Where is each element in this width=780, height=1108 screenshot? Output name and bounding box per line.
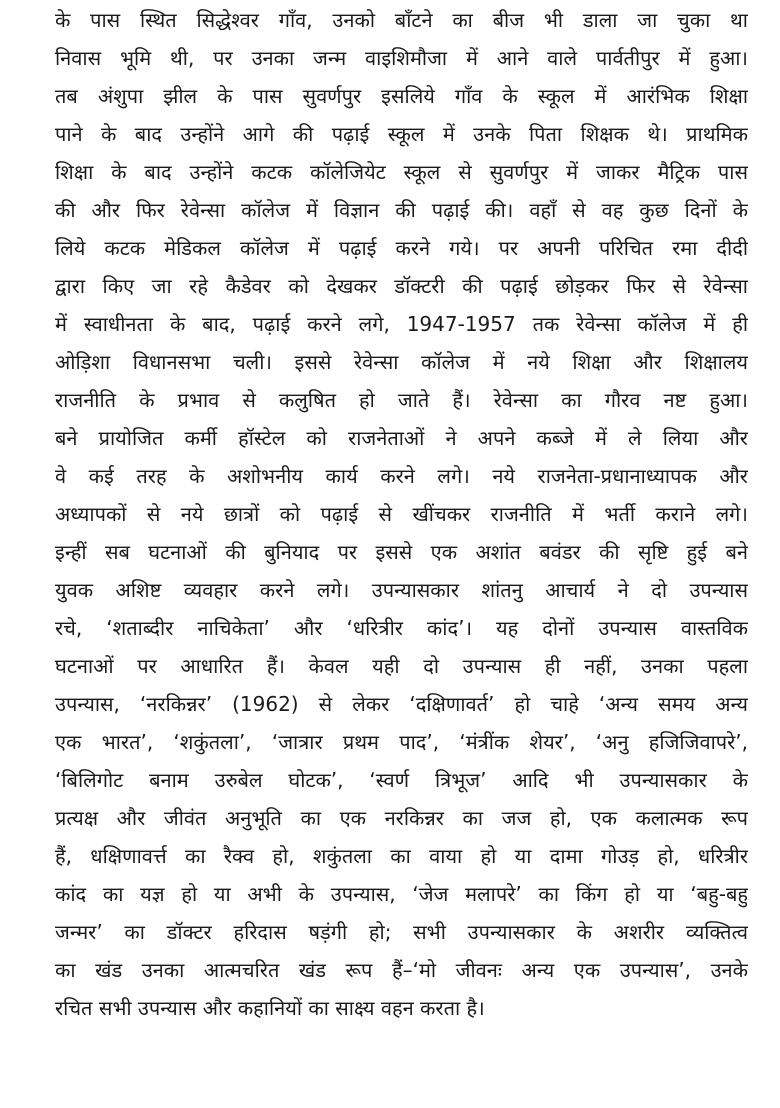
text-line: जन्मर’ का डॉक्टर हरिदास षड़ंगी हो; सभी उपन्यासकार के अशरीर व्यक्तित्व <box>55 920 748 944</box>
text-line: निवास भूमि थी, पर उनका जन्म वाइशिमौजा में आने वाले पार्वतीपुर में हुआ। <box>55 46 748 70</box>
text-line: पाने के बाद उन्होंने आगे की पढ़ाई स्कूल में उनके पिता शिक्षक थे। प्राथमिक <box>55 122 748 146</box>
text-line: तब अंशुपा झील के पास सुवर्णपुर इसलिये गाँव के स्कूल में आरंभिक शिक्षा <box>55 84 748 108</box>
text-line: में स्वाधीनता के बाद, पढ़ाई करने लगे, 1947-1957 तक रेवेन्सा कॉलेज में ही <box>55 312 748 336</box>
text-line: हैं, धक्षिणावर्त्त का रैक्व हो, शकुंतला का वाया हो या दामा गोउड़ हो, धरित्रीर <box>55 844 748 868</box>
text-line: बने प्रायोजित कर्मी हॉस्टेल को राजनेताओं ने अपने कब्जे में ले लिया और <box>55 426 748 450</box>
text-line: अध्यापकों से नये छात्रों को पढ़ाई से खींचकर राजनीति में भर्ती कराने लगे। <box>55 502 748 526</box>
text-line: उपन्यास, ‘नरकिन्नर’ (1962) से लेकर ‘दक्षिणावर्त’ हो चाहे ‘अन्य समय अन्य <box>55 692 748 716</box>
text-line: इन्हीं सब घटनाओं की बुनियाद पर इससे एक अशांत बवंडर की सृष्टि हुई बने <box>55 540 748 564</box>
text-line: प्रत्यक्ष और जीवंत अनुभूति का एक नरकिन्नर का जज हो, एक कलात्मक रूप <box>55 806 748 830</box>
text-line: युवक अशिष्ट व्यवहार करने लगे। उपन्यासकार शांतनु आचार्य ने दो उपन्यास <box>55 578 748 602</box>
document-page <box>55 1 748 1027</box>
text-line: कांद का यज्ञ हो या अभी के उपन्यास, ‘जेज मलापरे’ का किंग हो या ‘बहु-बहु <box>55 882 748 906</box>
text-line: द्वारा किए जा रहे कैडेवर को देखकर डॉक्टरी की पढ़ाई छोड़कर फिर से रेवेन्सा <box>55 274 748 298</box>
text-line: ‘बिलिगोट बनाम उरुबेल घोटक’, ‘स्वर्ण त्रिभूज’ आदि भी उपन्यासकार के <box>55 768 748 792</box>
text-line: लिये कटक मेडिकल कॉलेज में पढ़ाई करने गये। पर अपनी परिचित रमा दीदी <box>55 236 748 260</box>
text-line: वे कई तरह के अशोभनीय कार्य करने लगे। नये राजनेता-प्रधानाध्यापक और <box>55 464 748 488</box>
text-line: शिक्षा के बाद उन्होंने कटक कॉलेजियेट स्कूल से सुवर्णपुर में जाकर मैट्रिक पास <box>55 160 748 184</box>
text-line: एक भारत’, ‘शकुंतला’, ‘जात्रार प्रथम पाद’, ‘मंत्रींक शेयर’, ‘अनु हजिजिवापरे’, <box>55 730 748 754</box>
text-line: के पास स्थित सिद्धेश्वर गाँव, उनको बाँटने का बीज भी डाला जा चुका था <box>55 8 748 32</box>
text-line: की और फिर रेवेन्सा कॉलेज में विज्ञान की पढ़ाई की। वहाँ से वह कुछ दिनों के <box>55 198 748 222</box>
text-line: का खंड उनका आत्मचरित खंड रूप हैं–‘मो जीवनः अन्य एक उपन्यास’, उनके <box>55 958 748 982</box>
text-line: रचित सभी उपन्यास और कहानियों का साक्ष्य वहन करता है। <box>55 996 485 1020</box>
text-line: घटनाओं पर आधारित हैं। केवल यही दो उपन्यास ही नहीं, उनका पहला <box>55 654 748 678</box>
text-line: राजनीति के प्रभाव से कलुषित हो जाते हैं। रेवेन्सा का गौरव नष्ट हुआ। <box>55 388 748 412</box>
text-line: रचे, ‘शताब्दीर नाचिकेता’ और ‘धरित्रीर कांद’। यह दोनों उपन्यास वास्तविक <box>55 616 748 640</box>
text-line: ओड़िशा विधानसभा चली। इससे रेवेन्सा कॉलेज में नये शिक्षा और शिक्षालय <box>55 350 748 374</box>
